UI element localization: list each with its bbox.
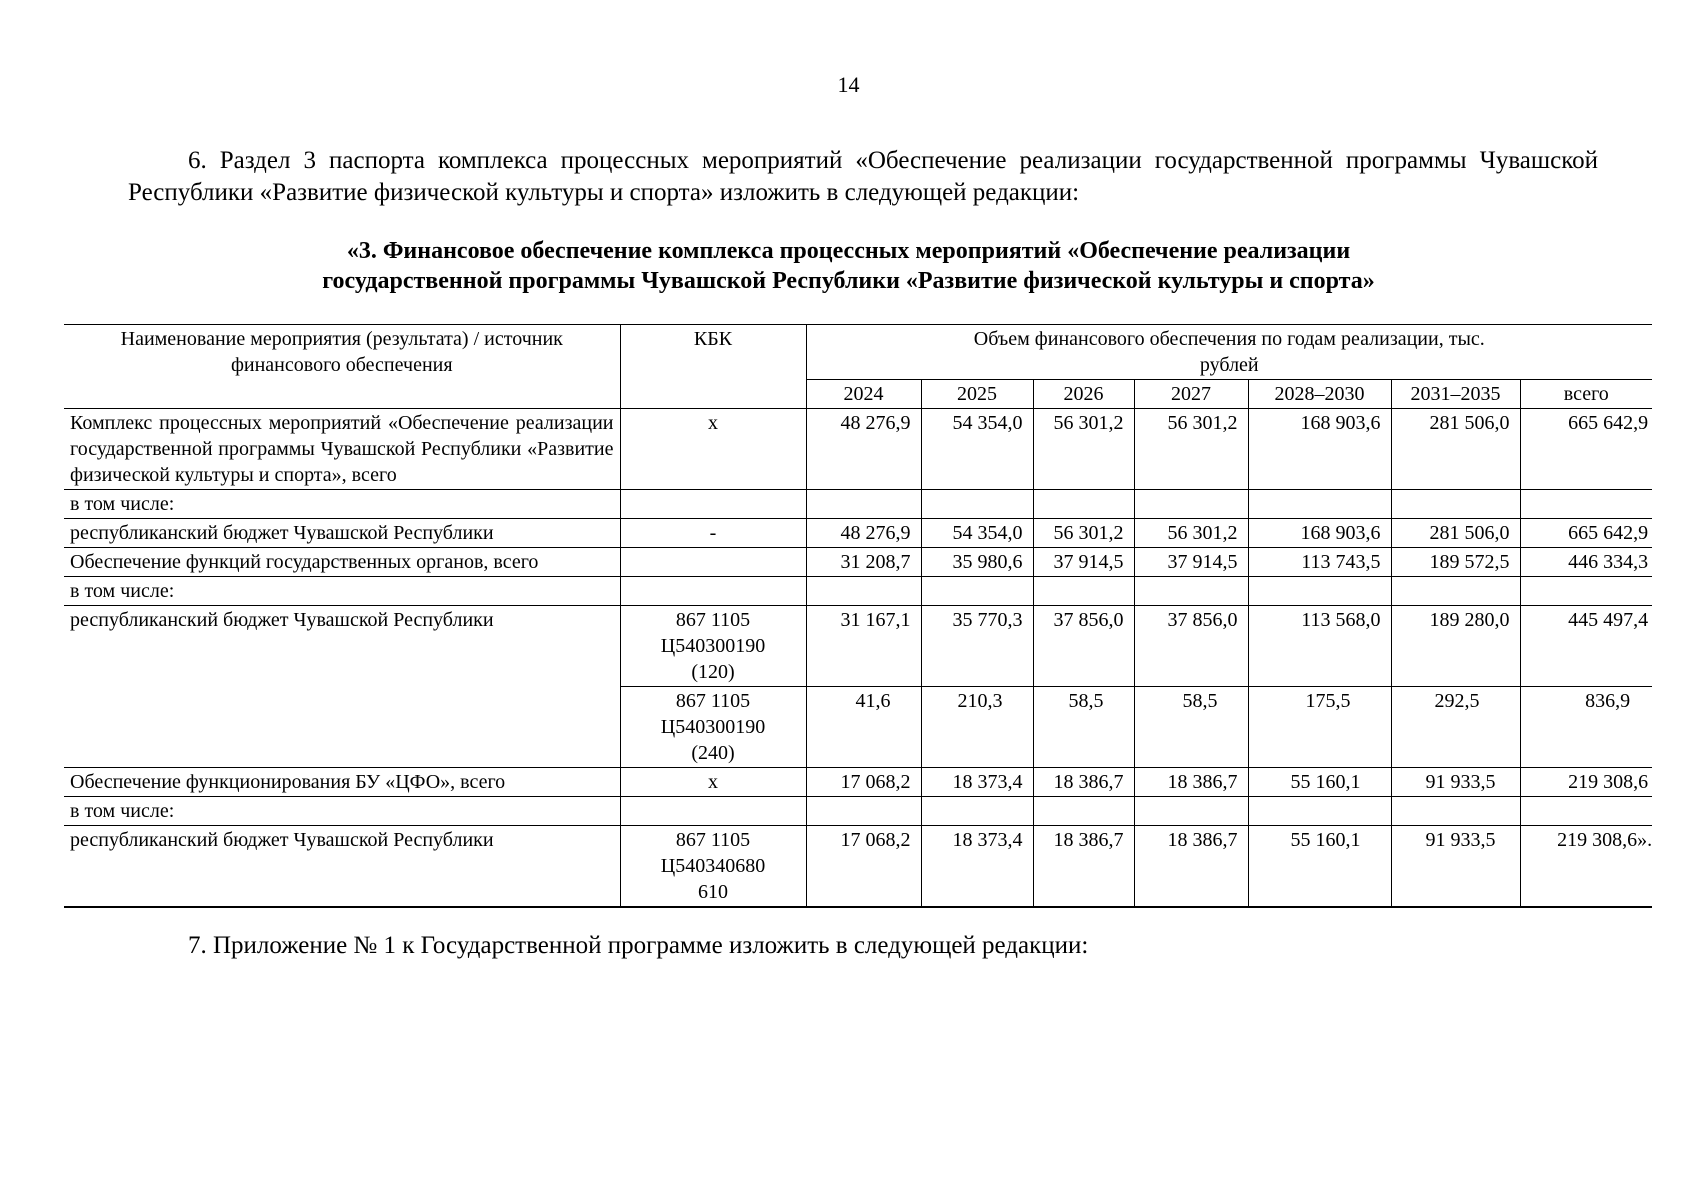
row-value: 31 208,7 [806,548,921,577]
row-kbk [620,687,806,768]
row-value: 18 386,7 [1134,768,1248,797]
row-value: 18 373,4 [921,768,1033,797]
table-row [64,826,1652,908]
row-value: 48 276,9 [806,519,921,548]
table-row [64,519,1652,548]
row-value [921,490,1033,519]
row-value: 37 914,5 [1033,548,1134,577]
section-title-line-1: «3. Финансовое обеспечение комплекса процессных мероприятий «Обеспечение реализации [346,238,1351,264]
table-row [64,797,1652,826]
row-value: 17 068,2 [806,768,921,797]
paragraph-7: 7. Приложение № 1 к Государственной программе изложить в следующей редакции: [188,932,1089,959]
row-value: 175,5 [1248,687,1391,768]
row-value: 189 280,0 [1391,606,1520,687]
row-value: 37 856,0 [1033,606,1134,687]
row-value [806,577,921,606]
row-value: 91 933,5 [1391,768,1520,797]
row-name: республиканский бюджет Чувашской Республики [64,606,620,768]
page-number: 14 [837,72,860,97]
header-year: 2025 [921,380,1033,409]
row-value: 17 068,2 [806,826,921,908]
row-value: 168 903,6 [1248,519,1391,548]
row-value: 58,5 [1134,687,1248,768]
row-kbk: - [620,519,806,548]
kbk-line: (240) [691,742,735,764]
header-year: 2031–2035 [1391,380,1520,409]
row-value: 292,5 [1391,687,1520,768]
row-value [1391,577,1520,606]
row-total: 665 642,9 [1520,519,1652,548]
header-year: 2024 [806,380,921,409]
row-value: 18 373,4 [921,826,1033,908]
row-value: 55 160,1 [1248,768,1391,797]
row-name: в том числе: [64,490,620,519]
row-total: 446 334,3 [1520,548,1652,577]
row-value: 281 506,0 [1391,409,1520,490]
section-title [0,236,1697,296]
row-value: 54 354,0 [921,409,1033,490]
kbk-line: Ц540340680 [660,855,766,877]
row-value: 18 386,7 [1134,826,1248,908]
row-total [1520,797,1652,826]
table-row [64,490,1652,519]
section-title-line-2: государственной программы Чувашской Республики «Развитие физической культуры и спорта» [322,268,1375,294]
row-value [921,797,1033,826]
row-value [1134,797,1248,826]
row-value [806,490,921,519]
row-total [1520,577,1652,606]
table-row [64,409,1652,490]
table-row [64,577,1652,606]
row-kbk: х [620,409,806,490]
row-value: 189 572,5 [1391,548,1520,577]
row-value: 56 301,2 [1134,409,1248,490]
kbk-line: 867 1105 [675,829,751,851]
row-value: 35 980,6 [921,548,1033,577]
row-value: 91 933,5 [1391,826,1520,908]
row-value: 281 506,0 [1391,519,1520,548]
row-value: 37 914,5 [1134,548,1248,577]
table-row [64,768,1652,797]
row-kbk [620,606,806,687]
kbk-line: Ц540300190 [660,716,766,738]
table-row [64,548,1652,577]
row-value [1248,577,1391,606]
row-name: Комплекс процессных мероприятий «Обеспечение реализации государственной программы Чувашской Республики «Развитие физической культуры и спорта», всего [64,409,620,490]
row-kbk [620,826,806,908]
row-total: 219 308,6». [1520,826,1652,908]
row-name: в том числе: [64,797,620,826]
row-value [1033,490,1134,519]
row-value [1134,577,1248,606]
header-year: 2027 [1134,380,1248,409]
row-value [1248,490,1391,519]
row-value: 37 856,0 [1134,606,1248,687]
header-year: 2026 [1033,380,1134,409]
row-value: 210,3 [921,687,1033,768]
table-row [64,606,1652,687]
row-value [1033,577,1134,606]
paragraph-6: 6. Раздел 3 паспорта комплекса процессных мероприятий «Обеспечение реализации государственной программы Чувашской Республики «Развитие физической культуры и спорта» изложить в следующей редакции: [128,147,1598,206]
row-value [1033,797,1134,826]
row-total [1520,490,1652,519]
row-total: 836,9 [1520,687,1652,768]
row-value [1391,797,1520,826]
row-value [921,577,1033,606]
kbk-line: (120) [691,661,735,683]
kbk-line: 610 [698,881,728,903]
kbk-line: Ц540300190 [660,635,766,657]
row-value: 56 301,2 [1033,409,1134,490]
row-value: 58,5 [1033,687,1134,768]
row-value: 168 903,6 [1248,409,1391,490]
header-name: Наименование мероприятия (результата) / источник финансового обеспечения [64,325,620,409]
row-value: 48 276,9 [806,409,921,490]
row-name: Обеспечение функций государственных органов, всего [64,548,620,577]
row-kbk [620,577,806,606]
row-value [1391,490,1520,519]
row-value: 18 386,7 [1033,826,1134,908]
header-total: всего [1520,380,1652,409]
header-kbk: КБК [620,325,806,409]
kbk-line: 867 1105 [675,609,751,631]
row-kbk [620,490,806,519]
row-name: республиканский бюджет Чувашской Республики [64,519,620,548]
row-total: 445 497,4 [1520,606,1652,687]
row-value: 18 386,7 [1033,768,1134,797]
kbk-line: 867 1105 [675,690,751,712]
row-name: Обеспечение функционирования БУ «ЦФО», всего [64,768,620,797]
row-value [806,797,921,826]
row-value: 55 160,1 [1248,826,1391,908]
header-volume: Объем финансового обеспечения по годам реализации, тыс. рублей [806,325,1652,380]
header-year: 2028–2030 [1248,380,1391,409]
row-value: 113 568,0 [1248,606,1391,687]
row-value: 113 743,5 [1248,548,1391,577]
row-value: 31 167,1 [806,606,921,687]
financial-table [64,324,1652,908]
row-total: 219 308,6 [1520,768,1652,797]
row-name: республиканский бюджет Чувашской Республики [64,826,620,908]
row-kbk [620,548,806,577]
row-value: 41,6 [806,687,921,768]
row-value: 35 770,3 [921,606,1033,687]
row-value [1248,797,1391,826]
row-kbk: х [620,768,806,797]
row-kbk [620,797,806,826]
row-value: 54 354,0 [921,519,1033,548]
row-value: 56 301,2 [1033,519,1134,548]
row-value [1134,490,1248,519]
row-value: 56 301,2 [1134,519,1248,548]
row-total: 665 642,9 [1520,409,1652,490]
row-name: в том числе: [64,577,620,606]
